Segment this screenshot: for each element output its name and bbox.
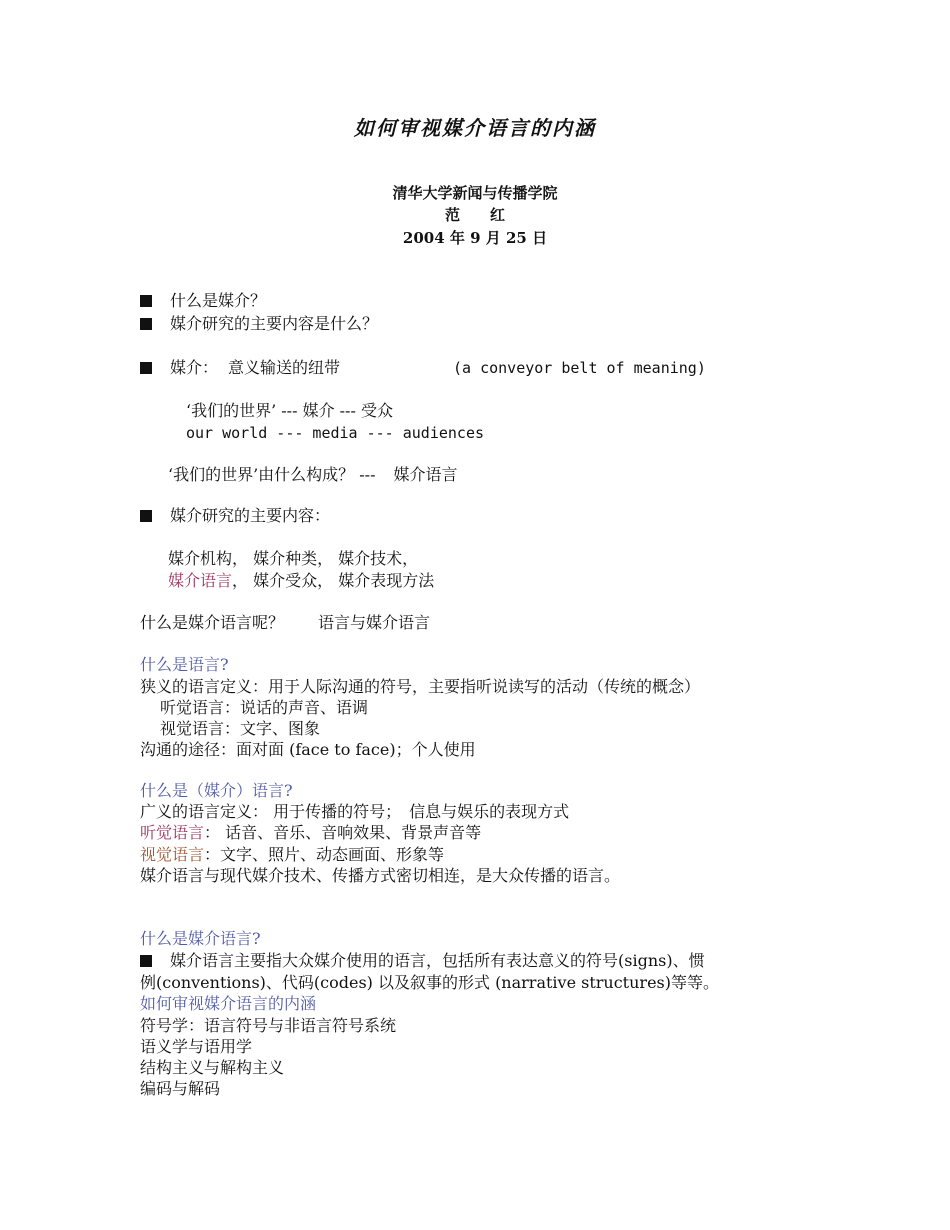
section-heading: 什么是媒介语言? — [140, 929, 261, 948]
bullet-item: 什么是媒介？ — [140, 291, 266, 311]
section-heading: 如何审视媒介语言的内涵 — [140, 994, 317, 1013]
list-item: 符号学：语言符号与非语言符号系统 — [140, 1016, 397, 1035]
list-item: 结构主义与解构主义 — [140, 1058, 285, 1077]
media-language-summary: 媒介语言与现代媒介技术、传播方式密切相连，是大众传播的语言。 — [140, 866, 621, 885]
world-composition: ‘我们的世界’由什么构成？ --- 媒介语言 — [168, 465, 458, 484]
narrow-definition: 狭义的语言定义：用于人际沟通的符号，主要指听说读写的活动（传统的概念） — [140, 677, 701, 696]
list-item: 编码与解码 — [140, 1079, 221, 1098]
research-row: 媒介机构， 媒介种类， 媒介技术， — [168, 549, 419, 568]
communication-channel: 沟通的途径：面对面 (face to face)；个人使用 — [140, 740, 476, 759]
section-heading: 什么是（媒介）语言? — [140, 781, 293, 800]
bullet-item: 媒介研究的主要内容是什么？ — [140, 314, 378, 334]
media-definition: 媒介： 意义输送的纽带 — [140, 358, 340, 378]
author: 范 红 — [444, 206, 505, 224]
date: 2004 年 9 月 25 日 — [402, 229, 548, 247]
square-bullet-icon — [140, 295, 152, 307]
research-row: 媒介语言， 媒介受众， 媒介表现方法 — [168, 571, 435, 590]
media-visual-language: 视觉语言：文字、照片、动态画面、形象等 — [140, 845, 445, 864]
square-bullet-icon — [140, 362, 152, 374]
media-auditory-language: 听觉语言： 话音、音乐、音响效果、背景声音等 — [140, 823, 482, 842]
media-language-definition: 媒介语言主要指大众媒介使用的语言，包括所有表达意义的符号(signs)、惯 — [140, 951, 705, 971]
document-title: 如何审视媒介语言的内涵 — [354, 116, 596, 140]
auditory-language: 听觉语言：说话的声音、语调 — [160, 698, 369, 717]
square-bullet-icon — [140, 510, 152, 522]
list-item: 语义学与语用学 — [140, 1037, 253, 1056]
section-heading: 什么是语言? — [140, 655, 229, 674]
visual-language: 视觉语言：文字、图象 — [160, 719, 321, 738]
broad-definition: 广义的语言定义： 用于传播的符号； 信息与娱乐的表现方式 — [140, 802, 570, 821]
research-heading: 媒介研究的主要内容： — [140, 506, 330, 526]
world-line-en: our world --- media --- audiences — [186, 424, 485, 442]
media-definition-en: (a conveyor belt of meaning) — [453, 359, 706, 377]
media-language-definition-cont: 例(conventions)、代码(codes) 以及叙事的形式 (narrative structures)等等。 — [140, 973, 719, 992]
media-language-highlight: 媒介语言 — [168, 571, 233, 590]
institution: 清华大学新闻与传播学院 — [392, 184, 558, 202]
square-bullet-icon — [140, 318, 152, 330]
world-line-cn: ‘我们的世界’ --- 媒介 --- 受众 — [186, 401, 393, 420]
media-language-question: 什么是媒介语言呢？ 语言与媒介语言 — [140, 613, 431, 632]
square-bullet-icon — [140, 955, 152, 967]
